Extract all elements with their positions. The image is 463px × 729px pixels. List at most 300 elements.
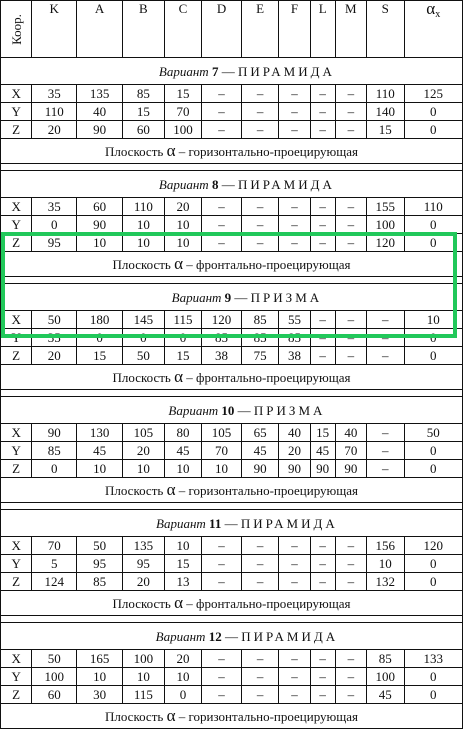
- coordinate-cell: 120: [404, 537, 463, 555]
- plane-type: – горизонтально-проецирующая: [178, 709, 359, 724]
- coordinate-cell: 50: [123, 347, 165, 365]
- variant-number: 9: [224, 289, 232, 305]
- coordinate-cell: –: [335, 347, 366, 365]
- plane-row: [1, 139, 463, 164]
- coordinate-row: [1, 424, 463, 442]
- coordinate-cell: –: [335, 650, 366, 668]
- coordinate-cell: –: [366, 311, 404, 329]
- coordinate-cell: –: [279, 103, 310, 121]
- coordinate-cell: –: [279, 198, 310, 216]
- coordinate-cell: 100: [123, 650, 165, 668]
- coordinate-cell: 10: [123, 668, 165, 686]
- coordinate-cell: 10: [123, 234, 165, 252]
- coordinate-cell: 65: [241, 424, 279, 442]
- coordinate-cell: 85: [241, 329, 279, 347]
- variant-word: Вариант: [171, 289, 222, 305]
- coordinate-cell: 85: [77, 573, 123, 591]
- coordinate-cell: 85: [279, 329, 310, 347]
- variants-body: [1, 58, 463, 729]
- coordinate-cell: 15: [123, 103, 165, 121]
- coordinate-cell: 10: [164, 537, 202, 555]
- coordinate-cell: 35: [32, 329, 77, 347]
- variant-word: Вариант: [158, 176, 209, 192]
- coordinate-cell: –: [310, 103, 335, 121]
- variant-title-spacer: [1, 510, 32, 537]
- coordinate-cell: –: [366, 460, 404, 478]
- coordinate-cell: –: [366, 347, 404, 365]
- column-header-k: K: [32, 1, 77, 58]
- plane-word: Плоскость: [104, 144, 164, 159]
- block-gap: [1, 616, 463, 623]
- coordinate-cell: 20: [123, 573, 165, 591]
- axis-label: Z: [1, 573, 32, 591]
- coordinate-cell: 10: [164, 668, 202, 686]
- coordinate-cell: 35: [32, 85, 77, 103]
- variant-title-row: [1, 171, 463, 198]
- coordinate-cell: 0: [123, 329, 165, 347]
- coordinate-cell: 133: [404, 650, 463, 668]
- coordinate-cell: 10: [164, 460, 202, 478]
- coordinate-cell: 20: [164, 650, 202, 668]
- coordinate-cell: –: [335, 198, 366, 216]
- coordinate-cell: –: [241, 103, 279, 121]
- coordinate-cell: 100: [32, 668, 77, 686]
- coordinate-cell: –: [241, 198, 279, 216]
- coordinate-cell: 110: [32, 103, 77, 121]
- axis-label: Y: [1, 442, 32, 460]
- coordinate-cell: –: [310, 686, 335, 704]
- coordinate-cell: 145: [123, 311, 165, 329]
- plane-alpha-symbol: α: [166, 480, 176, 499]
- coordinate-cell: –: [202, 216, 242, 234]
- coordinate-cell: 10: [366, 555, 404, 573]
- coordinate-cell: –: [241, 686, 279, 704]
- coordinate-row: [1, 573, 463, 591]
- variant-title: [32, 58, 463, 85]
- coordinate-cell: 10: [202, 460, 242, 478]
- axis-label: X: [1, 311, 32, 329]
- plane-row: [1, 365, 463, 390]
- coordinate-cell: 90: [77, 216, 123, 234]
- coordinate-cell: 40: [77, 103, 123, 121]
- coordinate-cell: –: [335, 668, 366, 686]
- coordinate-cell: 100: [366, 216, 404, 234]
- coordinate-cell: –: [202, 198, 242, 216]
- coordinate-cell: –: [202, 121, 242, 139]
- coordinate-cell: 130: [77, 424, 123, 442]
- variant-title-spacer: [1, 284, 32, 311]
- header-row: [1, 1, 463, 58]
- coordinate-cell: 90: [241, 460, 279, 478]
- coordinate-cell: –: [335, 234, 366, 252]
- variant-shape: ПИРАМИДА: [237, 176, 335, 192]
- coordinate-cell: 10: [77, 460, 123, 478]
- block-gap-cell: [1, 164, 463, 171]
- plane-type: – фронтально-проецирующая: [186, 596, 351, 611]
- coordinate-cell: 20: [32, 347, 77, 365]
- coordinate-cell: –: [241, 121, 279, 139]
- coordinate-cell: –: [335, 573, 366, 591]
- column-header-l: L: [310, 1, 335, 58]
- coordinate-cell: –: [279, 650, 310, 668]
- variant-title: [32, 171, 463, 198]
- variant-dash: —: [218, 176, 238, 192]
- axis-label: Y: [1, 555, 32, 573]
- coordinate-cell: –: [335, 85, 366, 103]
- axis-label: Z: [1, 234, 32, 252]
- coordinate-cell: –: [202, 234, 242, 252]
- coordinate-cell: –: [366, 424, 404, 442]
- coordinate-cell: 120: [366, 234, 404, 252]
- variant-title-row: [1, 58, 463, 85]
- variant-number: 7: [211, 63, 219, 79]
- coordinate-cell: 110: [123, 198, 165, 216]
- coordinate-cell: 10: [77, 668, 123, 686]
- coordinate-cell: 70: [335, 442, 366, 460]
- block-gap: [1, 390, 463, 397]
- coordinate-cell: –: [202, 85, 242, 103]
- variant-shape: ПРИЗМА: [253, 402, 326, 418]
- coordinate-cell: 0: [404, 555, 463, 573]
- axis-label: Y: [1, 103, 32, 121]
- coordinate-cell: 5: [32, 555, 77, 573]
- plane-row: [1, 704, 463, 729]
- coordinate-cell: 45: [77, 442, 123, 460]
- variant-title-spacer: [1, 623, 32, 650]
- coordinate-cell: 115: [164, 311, 202, 329]
- coordinate-cell: –: [335, 329, 366, 347]
- coordinate-cell: 0: [404, 103, 463, 121]
- coordinate-cell: –: [202, 103, 242, 121]
- coordinate-cell: –: [335, 216, 366, 234]
- coordinate-cell: 85: [366, 650, 404, 668]
- coordinate-cell: –: [310, 311, 335, 329]
- coordinate-row: [1, 460, 463, 478]
- variant-title-row: [1, 284, 463, 311]
- block-gap: [1, 503, 463, 510]
- coordinate-cell: –: [241, 668, 279, 686]
- coordinate-cell: –: [241, 537, 279, 555]
- axis-label: Y: [1, 668, 32, 686]
- coordinate-cell: 180: [77, 311, 123, 329]
- coordinate-cell: –: [202, 573, 242, 591]
- coordinate-cell: 80: [164, 424, 202, 442]
- coordinate-cell: –: [202, 555, 242, 573]
- block-gap-cell: [1, 390, 463, 397]
- coordinate-cell: –: [310, 668, 335, 686]
- coordinate-cell: 0: [32, 460, 77, 478]
- plane-description: [1, 478, 463, 503]
- coordinate-cell: –: [202, 537, 242, 555]
- plane-alpha-symbol: α: [166, 706, 176, 725]
- coordinate-row: [1, 329, 463, 347]
- coordinate-cell: –: [279, 537, 310, 555]
- plane-type: – горизонтально-проецирующая: [178, 144, 359, 159]
- coordinate-cell: 20: [32, 121, 77, 139]
- coordinate-cell: 105: [123, 424, 165, 442]
- variant-number: 11: [209, 515, 222, 531]
- coordinate-cell: 45: [366, 686, 404, 704]
- coordinate-cell: –: [241, 650, 279, 668]
- plane-row: [1, 591, 463, 616]
- coordinate-cell: –: [279, 573, 310, 591]
- plane-word: Плоскость: [104, 709, 164, 724]
- coordinate-cell: 95: [77, 555, 123, 573]
- coordinate-row: [1, 198, 463, 216]
- coordinate-cell: 60: [32, 686, 77, 704]
- coordinate-cell: 0: [404, 686, 463, 704]
- coordinate-cell: 0: [164, 329, 202, 347]
- variant-title: [32, 623, 463, 650]
- coordinate-cell: 115: [123, 686, 165, 704]
- coordinate-cell: 0: [404, 121, 463, 139]
- plane-type: – горизонтально-проецирующая: [178, 483, 359, 498]
- coordinate-cell: 125: [404, 85, 463, 103]
- coordinate-cell: 124: [32, 573, 77, 591]
- coordinate-cell: 70: [202, 442, 242, 460]
- column-header-alpha-x: $\alpha_x$: [404, 1, 463, 58]
- coordinate-cell: 95: [123, 555, 165, 573]
- coordinate-cell: 0: [164, 686, 202, 704]
- coordinate-cell: 20: [123, 442, 165, 460]
- plane-description: [1, 591, 463, 616]
- plane-alpha-symbol: α: [174, 254, 184, 273]
- block-gap-cell: [1, 277, 463, 284]
- coordinate-cell: –: [335, 311, 366, 329]
- coordinate-cell: –: [335, 121, 366, 139]
- plane-word: Плоскость: [112, 257, 171, 272]
- coordinate-cell: 20: [164, 198, 202, 216]
- coordinate-cell: –: [279, 555, 310, 573]
- coordinate-cell: –: [279, 85, 310, 103]
- coordinate-cell: 156: [366, 537, 404, 555]
- coordinate-cell: 60: [123, 121, 165, 139]
- coordinate-cell: –: [310, 198, 335, 216]
- axis-label: X: [1, 424, 32, 442]
- variant-dash: —: [221, 628, 242, 644]
- coordinate-cell: 60: [77, 198, 123, 216]
- coordinate-row: [1, 686, 463, 704]
- variant-number: 8: [211, 176, 219, 192]
- coordinate-cell: 135: [77, 85, 123, 103]
- coordinate-cell: 40: [335, 424, 366, 442]
- coordinate-cell: 15: [164, 85, 202, 103]
- coordinate-row: [1, 234, 463, 252]
- plane-description: [1, 252, 463, 277]
- coordinate-cell: –: [202, 686, 242, 704]
- coordinate-row: [1, 347, 463, 365]
- variant-number: 10: [221, 402, 235, 418]
- column-header-b: B: [123, 1, 165, 58]
- coordinate-row: [1, 650, 463, 668]
- coordinate-cell: 100: [164, 121, 202, 139]
- coordinate-cell: –: [335, 555, 366, 573]
- coordinate-row: [1, 311, 463, 329]
- variant-word: Вариант: [155, 628, 206, 644]
- axis-label: X: [1, 198, 32, 216]
- coordinate-cell: 10: [77, 234, 123, 252]
- axis-label: X: [1, 650, 32, 668]
- coordinate-cell: 105: [202, 424, 242, 442]
- coordinate-cell: –: [310, 650, 335, 668]
- coordinate-cell: 0: [404, 216, 463, 234]
- coordinate-cell: 110: [366, 85, 404, 103]
- coordinate-cell: 13: [164, 573, 202, 591]
- block-gap-cell: [1, 503, 463, 510]
- axis-label: Z: [1, 460, 32, 478]
- coordinate-cell: 95: [32, 234, 77, 252]
- coordinate-cell: –: [310, 329, 335, 347]
- coordinate-cell: –: [310, 121, 335, 139]
- block-gap-cell: [1, 616, 463, 623]
- coordinate-cell: 0: [404, 573, 463, 591]
- coordinate-cell: –: [335, 537, 366, 555]
- coordinate-cell: –: [279, 686, 310, 704]
- variant-shape: ПИРАМИДА: [240, 515, 338, 531]
- coordinate-cell: 40: [279, 424, 310, 442]
- plane-word: Плоскость: [112, 596, 171, 611]
- variant-title-spacer: [1, 397, 32, 424]
- coordinate-cell: 15: [164, 555, 202, 573]
- plane-type: – фронтально-проецирующая: [186, 257, 351, 272]
- coordinate-row: [1, 85, 463, 103]
- plane-description: [1, 704, 463, 729]
- plane-alpha-symbol: α: [174, 593, 184, 612]
- plane-description: [1, 139, 463, 164]
- column-header-e: E: [241, 1, 279, 58]
- coordinate-row: [1, 555, 463, 573]
- coordinate-row: [1, 442, 463, 460]
- coordinate-cell: –: [279, 121, 310, 139]
- coordinate-cell: 38: [202, 347, 242, 365]
- coordinate-cell: –: [335, 686, 366, 704]
- block-gap: [1, 164, 463, 171]
- coordinate-cell: –: [279, 668, 310, 686]
- coordinate-cell: 50: [32, 311, 77, 329]
- coordinate-cell: –: [310, 234, 335, 252]
- coordinate-cell: 155: [366, 198, 404, 216]
- coordinate-cell: 165: [77, 650, 123, 668]
- coordinate-cell: 10: [164, 234, 202, 252]
- coordinate-row: [1, 103, 463, 121]
- coordinate-cell: 10: [164, 216, 202, 234]
- coordinate-cell: 10: [123, 216, 165, 234]
- coordinate-cell: –: [310, 555, 335, 573]
- coordinate-cell: 135: [123, 537, 165, 555]
- variant-dash: —: [234, 402, 254, 418]
- coordinate-cell: 0: [404, 442, 463, 460]
- coordinate-cell: 45: [241, 442, 279, 460]
- axis-label: Z: [1, 347, 32, 365]
- coordinate-cell: 0: [404, 347, 463, 365]
- coordinate-cell: 50: [32, 650, 77, 668]
- variant-title: [32, 284, 463, 311]
- axis-label: X: [1, 537, 32, 555]
- plane-word: Плоскость: [104, 483, 164, 498]
- variant-title-spacer: [1, 171, 32, 198]
- coordinate-cell: –: [366, 442, 404, 460]
- variant-title-row: [1, 510, 463, 537]
- variant-number: 12: [208, 628, 222, 644]
- column-header-d: D: [202, 1, 242, 58]
- coordinate-cell: 70: [164, 103, 202, 121]
- coordinate-cell: 55: [279, 311, 310, 329]
- coordinate-cell: –: [202, 668, 242, 686]
- coordinate-cell: 70: [32, 537, 77, 555]
- column-header-a: A: [77, 1, 123, 58]
- coordinate-cell: –: [241, 234, 279, 252]
- coordinate-cell: –: [241, 85, 279, 103]
- coordinate-cell: 20: [279, 442, 310, 460]
- plane-description: [1, 365, 463, 390]
- coordinate-cell: 90: [335, 460, 366, 478]
- coordinate-cell: 85: [32, 442, 77, 460]
- coordinate-cell: –: [310, 85, 335, 103]
- coordinate-cell: 0: [32, 216, 77, 234]
- coordinate-cell: 15: [164, 347, 202, 365]
- coordinate-row: [1, 668, 463, 686]
- plane-row: [1, 252, 463, 277]
- variant-dash: —: [231, 289, 251, 305]
- coordinate-cell: 38: [279, 347, 310, 365]
- coordinate-cell: 30: [77, 686, 123, 704]
- coordinate-cell: 90: [310, 460, 335, 478]
- coordinate-cell: –: [310, 573, 335, 591]
- coordinate-cell: –: [310, 347, 335, 365]
- coordinate-cell: 15: [310, 424, 335, 442]
- coordinate-cell: 100: [366, 668, 404, 686]
- coordinate-row: [1, 216, 463, 234]
- axis-label: Z: [1, 686, 32, 704]
- coordinate-cell: 90: [279, 460, 310, 478]
- plane-word: Плоскость: [112, 370, 171, 385]
- variant-title-row: [1, 397, 463, 424]
- coordinate-cell: 85: [123, 85, 165, 103]
- variant-dash: —: [221, 515, 241, 531]
- coordinate-cell: –: [366, 329, 404, 347]
- coordinate-cell: –: [241, 216, 279, 234]
- coordinate-cell: –: [279, 234, 310, 252]
- coordinate-cell: 15: [366, 121, 404, 139]
- column-header-m: M: [335, 1, 366, 58]
- axis-label: Z: [1, 121, 32, 139]
- coordinate-header: Коор.: [1, 1, 32, 58]
- coordinate-cell: 85: [241, 311, 279, 329]
- variant-shape: ПРИЗМА: [250, 289, 323, 305]
- coordinate-cell: 0: [404, 329, 463, 347]
- column-header-s: S: [366, 1, 404, 58]
- variant-word: Вариант: [158, 63, 209, 79]
- coordinate-cell: –: [241, 573, 279, 591]
- coordinate-cell: 85: [202, 329, 242, 347]
- column-header-f: F: [279, 1, 310, 58]
- plane-alpha-symbol: α: [166, 141, 176, 160]
- coordinate-cell: 0: [77, 329, 123, 347]
- variant-title: [32, 397, 463, 424]
- axis-label: X: [1, 85, 32, 103]
- coordinate-cell: –: [310, 537, 335, 555]
- coordinate-cell: 0: [404, 668, 463, 686]
- coordinate-cell: 90: [32, 424, 77, 442]
- variant-title-spacer: [1, 58, 32, 85]
- axis-label: Y: [1, 216, 32, 234]
- plane-type: – фронтально-проецирующая: [186, 370, 351, 385]
- coordinate-cell: –: [335, 103, 366, 121]
- coordinate-cell: 110: [404, 198, 463, 216]
- plane-row: [1, 478, 463, 503]
- plane-alpha-symbol: α: [174, 367, 184, 386]
- coordinate-cell: 50: [77, 537, 123, 555]
